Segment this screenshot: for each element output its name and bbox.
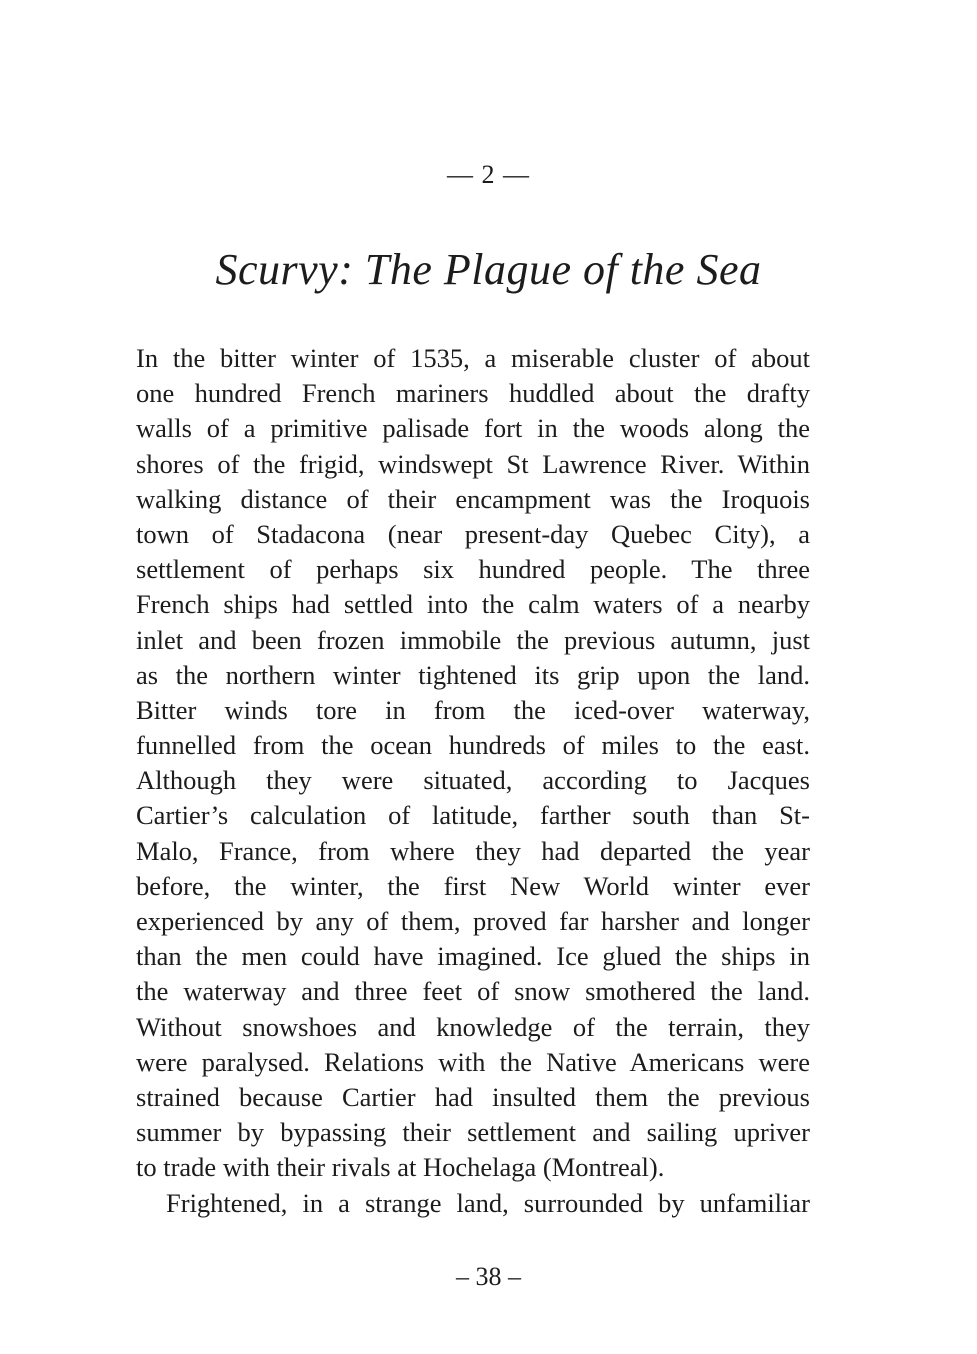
text-line: Although they were situated, according to Jacques bbox=[136, 765, 810, 796]
page-number: – 38 – bbox=[456, 1262, 521, 1291]
text-line: French ships had settled into the calm waters of a nearby bbox=[136, 589, 810, 620]
text-line: strained because Cartier had insulted them the previous bbox=[136, 1081, 810, 1112]
text-line: Malo, France, from where they had departed the year bbox=[136, 835, 810, 866]
text-line: In the bitter winter of 1535, a miserable cluster of about bbox=[136, 343, 810, 373]
text-line: settlement of perhaps six hundred people. The three bbox=[136, 554, 810, 585]
text-line: the waterway and three feet of snow smothered the land. bbox=[136, 976, 810, 1007]
text-line: as the northern winter tightened its grip upon the land. bbox=[136, 659, 810, 690]
text-line-paragraph-start: Frightened, in a strange land, surrounded by unfamiliar bbox=[166, 1187, 810, 1218]
text-line: Cartier’s calculation of latitude, farther south than St- bbox=[136, 800, 810, 831]
text-line: were paralysed. Relations with the Native Americans were bbox=[136, 1046, 810, 1077]
text-line: experienced by any of them, proved far harsher and longer bbox=[136, 906, 810, 936]
text-line: walking distance of their encampment was the Iroquois bbox=[136, 483, 810, 514]
text-line: town of Stadacona (near present-day Quebec City), a bbox=[136, 518, 810, 549]
text-line: walls of a primitive palisade fort in the woods along the bbox=[136, 413, 810, 444]
text-line: summer by bypassing their settlement and sailing upriver bbox=[136, 1117, 810, 1148]
text-line: before, the winter, the first New World winter ever bbox=[136, 870, 810, 901]
text-line: shores of the frigid, windswept St Lawrence River. Within bbox=[136, 448, 810, 479]
text-line: one hundred French mariners huddled about the drafty bbox=[136, 378, 810, 409]
chapter-number: — 2 — bbox=[447, 160, 530, 189]
text-line: funnelled from the ocean hundreds of miles to the east. bbox=[136, 730, 810, 761]
text-line: Bitter winds tore in from the iced-over waterway, bbox=[136, 694, 810, 725]
body-text bbox=[136, 341, 810, 1221]
text-line: to trade with their rivals at Hochelaga (Montreal). bbox=[136, 1152, 665, 1183]
text-line: than the men could have imagined. Ice glued the ships in bbox=[136, 941, 810, 972]
text-line: Without snowshoes and knowledge of the terrain, they bbox=[136, 1011, 810, 1042]
text-line: inlet and been frozen immobile the previous autumn, just bbox=[136, 624, 810, 655]
chapter-title: Scurvy: The Plague of the Sea bbox=[215, 245, 762, 294]
